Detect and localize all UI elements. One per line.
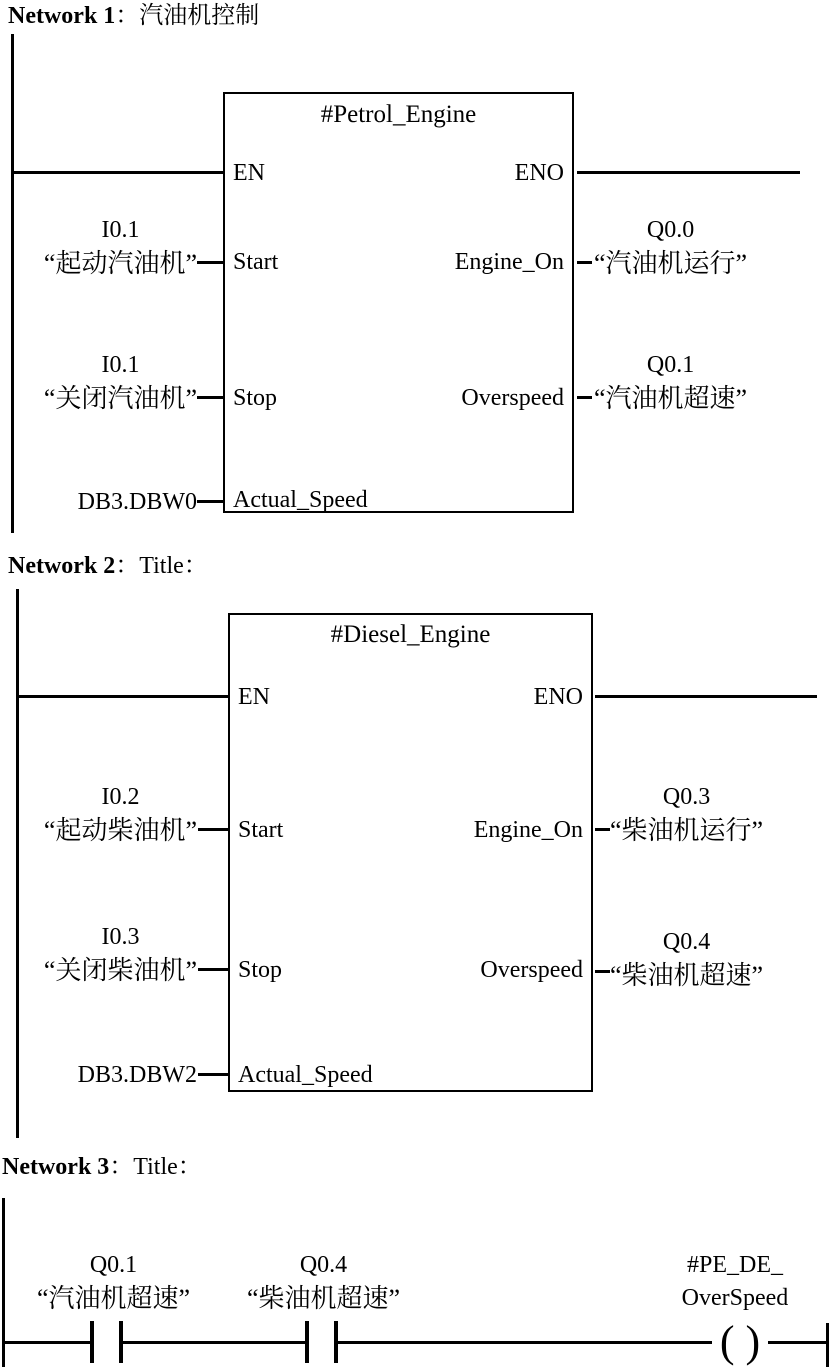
petrol-pin-actual-speed: Actual_Speed xyxy=(233,487,368,513)
network3-title-name: Network 3 xyxy=(2,1154,110,1180)
contact1-comment: “汽油机超速” xyxy=(36,1284,191,1313)
petrol-speed-wire xyxy=(197,500,223,503)
petrol-block-header: #Petrol_Engine xyxy=(320,101,477,128)
diesel-pin-start: Start xyxy=(238,817,284,843)
network2-title-name: Network 2 xyxy=(8,553,116,579)
coil-operand xyxy=(645,1249,825,1315)
diesel-overspeed-wire xyxy=(595,970,610,973)
diesel-block-header: #Diesel_Engine xyxy=(330,621,491,648)
network2-title xyxy=(8,551,208,581)
network3-wire-segment-4 xyxy=(768,1341,828,1344)
contact1-operand xyxy=(25,1249,202,1315)
contact1-left-bar[interactable] xyxy=(90,1321,94,1363)
diesel-speed-wire xyxy=(198,1073,228,1076)
diesel-pin-eno: ENO xyxy=(533,684,583,710)
diesel-start-operand xyxy=(44,781,197,847)
diesel-overspeed-operand xyxy=(610,926,763,992)
diesel-stop-operand xyxy=(44,921,197,987)
diesel-engine-block[interactable] xyxy=(228,613,593,1092)
coil-label-line2: OverSpeed xyxy=(681,1285,789,1311)
network1-title-name: Network 1 xyxy=(8,3,116,29)
network3-right-rail xyxy=(826,1323,829,1367)
petrol-engine-on-comment: “汽油机运行” xyxy=(594,249,748,278)
petrol-overspeed-wire xyxy=(577,396,592,399)
petrol-engine-block[interactable] xyxy=(223,92,574,513)
network2-en-wire xyxy=(16,695,228,698)
diesel-overspeed-comment: “柴油机超速” xyxy=(610,961,764,990)
diesel-pin-en: EN xyxy=(238,684,270,710)
petrol-pin-engine-on: Engine_On xyxy=(454,249,564,275)
contact2-right-bar[interactable] xyxy=(334,1321,338,1363)
petrol-start-wire xyxy=(197,261,223,264)
diesel-engine-on-operand xyxy=(610,781,763,847)
petrol-pin-eno: ENO xyxy=(514,160,564,186)
diesel-stop-wire xyxy=(198,968,228,971)
diesel-stop-comment: “关闭柴油机” xyxy=(43,956,197,985)
diesel-start-wire xyxy=(198,828,228,831)
petrol-pin-overspeed: Overspeed xyxy=(461,385,564,411)
network1-en-wire xyxy=(11,171,223,174)
petrol-pin-start: Start xyxy=(233,249,279,275)
contact2-comment: “柴油机超速” xyxy=(246,1284,401,1313)
network3-wire-segment-1 xyxy=(2,1341,93,1344)
petrol-engine-on-address: Q0.0 xyxy=(646,217,695,243)
petrol-pin-stop: Stop xyxy=(233,385,278,411)
network3-title-text: ：Title： xyxy=(109,1154,202,1180)
diesel-pin-actual-speed: Actual_Speed xyxy=(238,1062,373,1088)
network1-title xyxy=(8,1,259,31)
diesel-pin-overspeed: Overspeed xyxy=(480,957,583,983)
network1-title-text: ：汽油机控制 xyxy=(115,3,260,29)
diesel-engine-on-address: Q0.3 xyxy=(662,784,711,810)
coil-symbol[interactable]: ( ) xyxy=(719,1317,761,1366)
petrol-stop-wire xyxy=(197,396,223,399)
coil-label-line1: #PE_DE_ xyxy=(687,1252,783,1278)
network3-wire-segment-2 xyxy=(122,1341,307,1344)
petrol-pin-en: EN xyxy=(233,160,265,186)
petrol-overspeed-operand xyxy=(594,349,747,415)
network1-eno-wire xyxy=(577,171,800,174)
petrol-start-operand xyxy=(44,214,197,280)
network2-eno-wire xyxy=(595,695,817,698)
network3-wire-segment-3 xyxy=(337,1341,712,1344)
network3-title xyxy=(2,1152,202,1182)
petrol-stop-comment: “关闭汽油机” xyxy=(43,384,197,413)
diesel-engine-on-comment: “柴油机运行” xyxy=(610,816,764,845)
diesel-pin-stop: Stop xyxy=(238,957,283,983)
petrol-overspeed-address: Q0.1 xyxy=(646,352,695,378)
petrol-speed-operand: DB3.DBW0 xyxy=(77,489,197,515)
network2-title-text: ：Title： xyxy=(115,553,208,579)
diesel-overspeed-address: Q0.4 xyxy=(662,929,711,955)
diesel-engine-on-wire xyxy=(595,828,610,831)
diesel-start-comment: “起动柴油机” xyxy=(43,816,197,845)
petrol-stop-address: I0.1 xyxy=(101,352,140,378)
petrol-stop-operand xyxy=(44,349,197,415)
diesel-start-address: I0.2 xyxy=(101,784,140,810)
petrol-engine-on-operand xyxy=(594,214,747,280)
petrol-start-address: I0.1 xyxy=(101,217,140,243)
diesel-stop-address: I0.3 xyxy=(101,924,140,950)
contact2-address: Q0.4 xyxy=(299,1252,348,1278)
network1-left-rail xyxy=(11,34,14,533)
diesel-pin-engine-on: Engine_On xyxy=(473,817,583,843)
diesel-speed-operand: DB3.DBW2 xyxy=(77,1062,197,1088)
petrol-engine-on-wire xyxy=(577,261,592,264)
petrol-start-comment: “起动汽油机” xyxy=(43,249,197,278)
network2-left-rail xyxy=(16,589,19,1138)
contact1-right-bar[interactable] xyxy=(119,1321,123,1363)
contact2-left-bar[interactable] xyxy=(305,1321,309,1363)
contact2-operand xyxy=(235,1249,412,1315)
contact1-address: Q0.1 xyxy=(89,1252,138,1278)
petrol-overspeed-comment: “汽油机超速” xyxy=(594,384,748,413)
